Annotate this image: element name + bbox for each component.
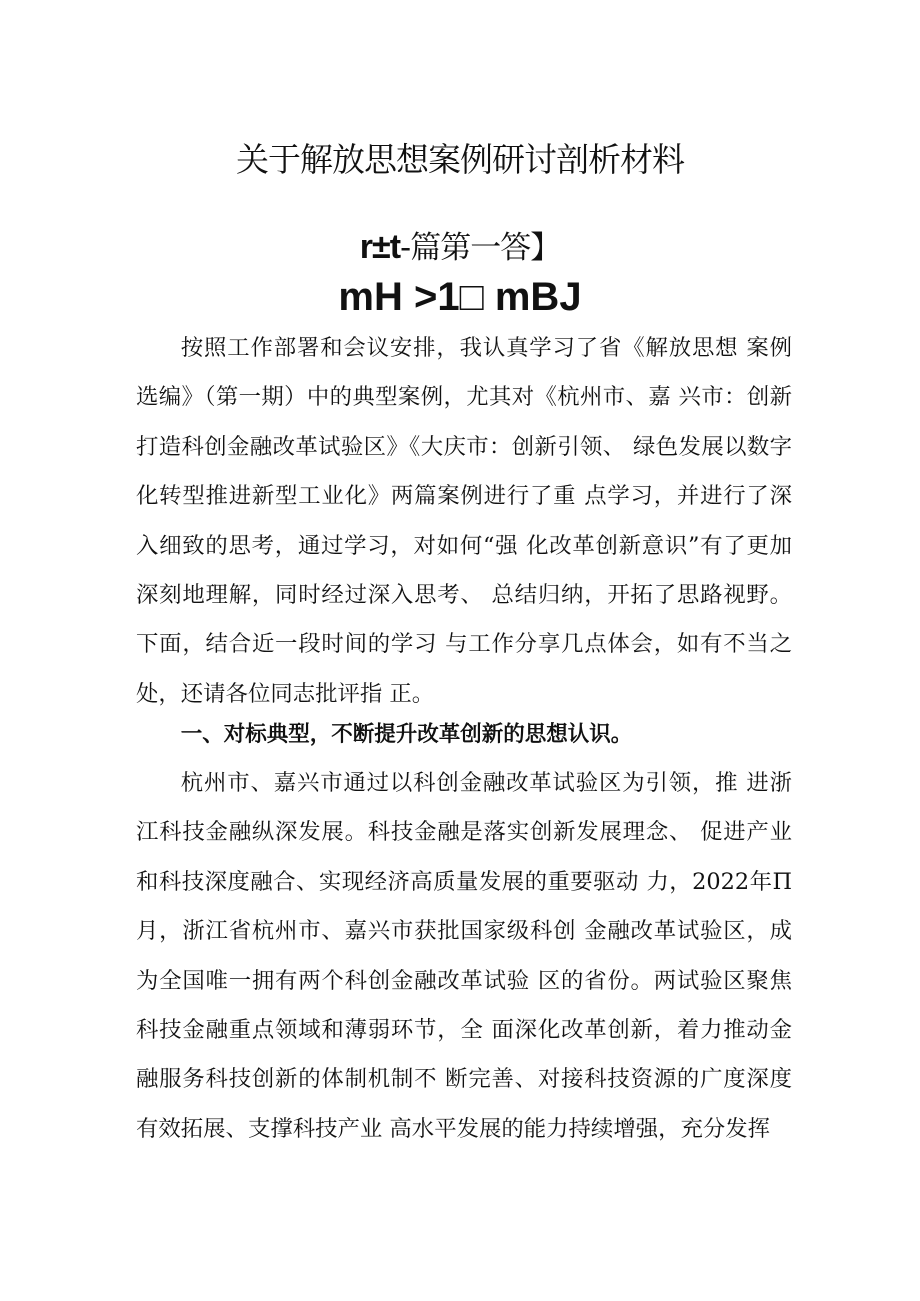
section-heading-1: 一、对标典型，不断提升改革创新的思想认识。	[180, 722, 633, 747]
document-title: 关于解放思想案例研讨剖析材料	[236, 140, 684, 179]
document-subtitle-line2: mH >1□ mBJ	[338, 275, 582, 319]
subtitle-prefix: r±t	[359, 228, 401, 266]
paragraph-intro: 按照工作部署和会议安排，我认真学习了省《解放思想 案例选编》（第一期）中的典型案例，尤其对《杭州市、嘉 兴市：创新打造科创金融改革试验区》《大庆市：创新引领、 绿色发展以数字化转型推进新型工业化》两篇案例进行了重 点学习，并进行了深入细致的思考，通过学习，对如何“强 化改革创新意识”有了更加深刻地理解，同时经过深入思考、 总结归纳，开拓了思路视野。下面，结合近一段时间的学习 与工作分享几点体会，如有不当之处，还请各位同志批评指 正。	[136, 335, 792, 707]
subtitle-rest: -篇第一答】	[400, 230, 561, 266]
paragraph-section-1: 杭州市、嘉兴市通过以科创金融改革试验区为引领，推 进浙江科技金融纵深发展。科技金融是落实创新发展理念、 促进产业和科技深度融合、实现经济高质量发展的重要驱动 力，2022年Π月，浙江省杭州市、嘉兴市获批国家级科创 金融改革试验区，成为全国唯一拥有两个科创金融改革试验 区的省份。两试验区聚焦科技金融重点领域和薄弱环节，全 面深化改革创新，着力推动金融服务科技创新的体制机制不 断完善、对接科技资源的广度深度有效拓展、支撑科技产业 高水平发展的能力持续增强，充分发挥	[136, 770, 792, 1142]
document-subtitle-line1	[0, 225, 920, 270]
